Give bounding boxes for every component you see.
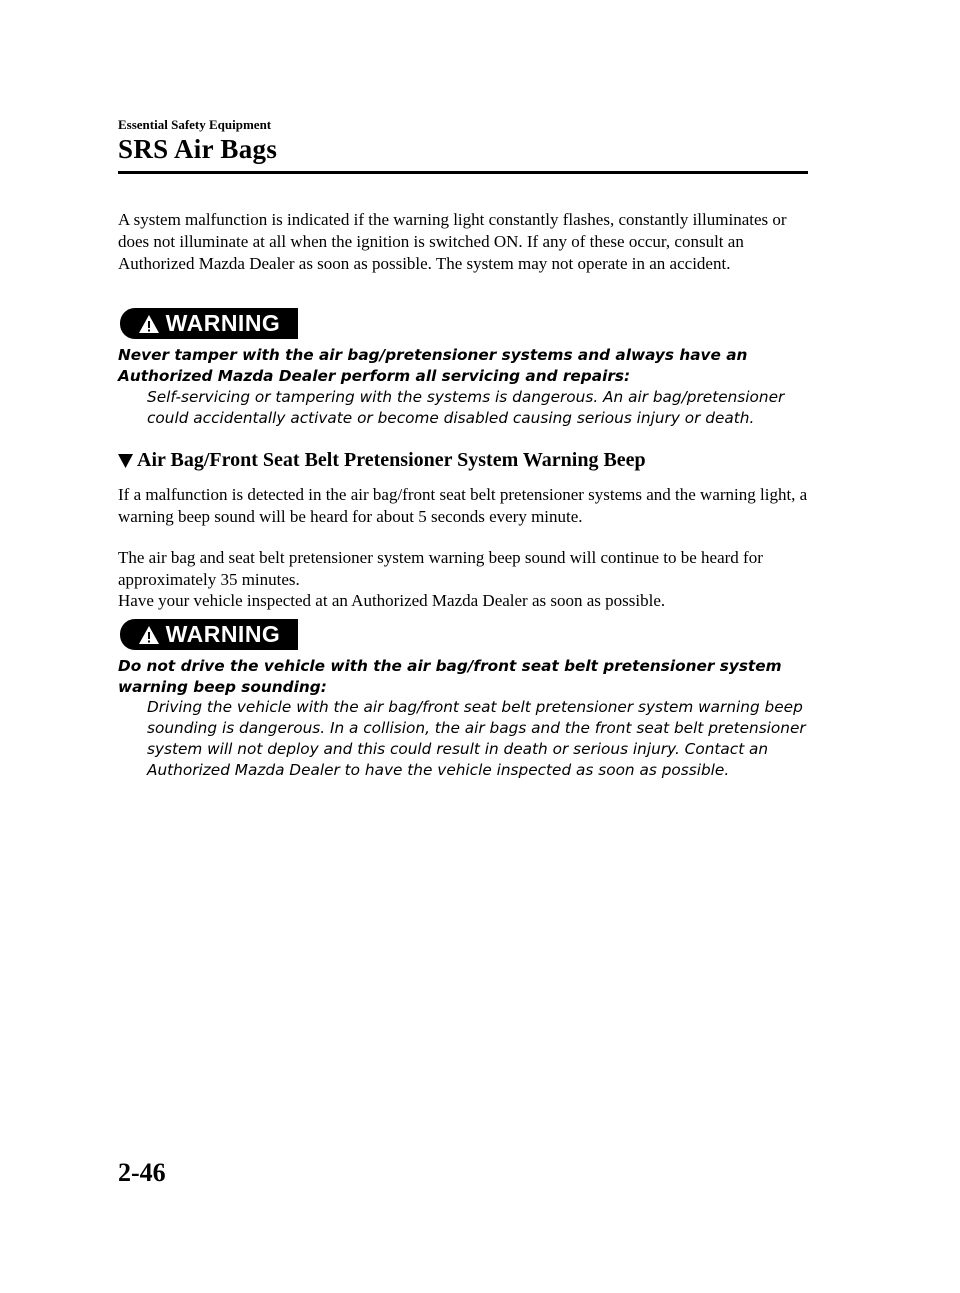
- warning-icon: [138, 625, 160, 645]
- warning-label: WARNING: [165, 621, 281, 647]
- warning-label: WARNING: [165, 310, 281, 336]
- section-2-paragraph-1: If a malfunction is detected in the air bag/front seat belt pretensioner systems and the warning light, a warning beep sound will be heard for about 5 seconds every minute.: [118, 485, 808, 526]
- section-2-heading-text: Air Bag/Front Seat Belt Pretensioner System Warning Beep: [137, 449, 646, 471]
- warning-badge-2: [120, 619, 298, 650]
- warning-1-body: Self-servicing or tampering with the systems is dangerous. An air bag/pretensioner could accidentally activate or become disabled causing serious injury or death.: [147, 388, 785, 427]
- page-number: 2-46: [118, 1158, 166, 1187]
- triangle-bullet-icon: [118, 454, 133, 468]
- section-label: Essential Safety Equipment: [118, 117, 272, 132]
- warning-2-heading: Do not drive the vehicle with the air bag/front seat belt pretensioner system warning beep sounding:: [118, 657, 782, 696]
- warning-2-body: Driving the vehicle with the air bag/front seat belt pretensioner system warning beep sounding is dangerous. In a collision, the air bags and the front seat belt pretensioner system will not deploy and this could result in death or serious injury. Contact an Authorized Mazda Dealer to have the vehicle inspected as soon as possible.: [147, 698, 806, 779]
- section-2-paragraph-2: The air bag and seat belt pretensioner system warning beep sound will continue to be heard for approximately 35 minutes.: [118, 548, 763, 589]
- page-title: SRS Air Bags: [118, 134, 278, 164]
- section-2-paragraph-3: Have your vehicle inspected at an Authorized Mazda Dealer as soon as possible.: [118, 591, 666, 610]
- warning-1-heading: Never tamper with the air bag/pretensioner systems and always have an Authorized Mazda Dealer perform all servicing and repairs:: [118, 346, 748, 385]
- warning-badge-1: [120, 308, 298, 339]
- section-2-heading: [118, 449, 646, 472]
- warning-icon: [138, 314, 160, 334]
- intro-paragraph: A system malfunction is indicated if the warning light constantly flashes, constantly illuminates or does not illuminate at all when the ignition is switched ON. If any of these occur, consult an Authorized Mazda Dealer as soon as possible. The system may not operate in an accident.: [118, 210, 787, 273]
- title-rule: [118, 171, 808, 174]
